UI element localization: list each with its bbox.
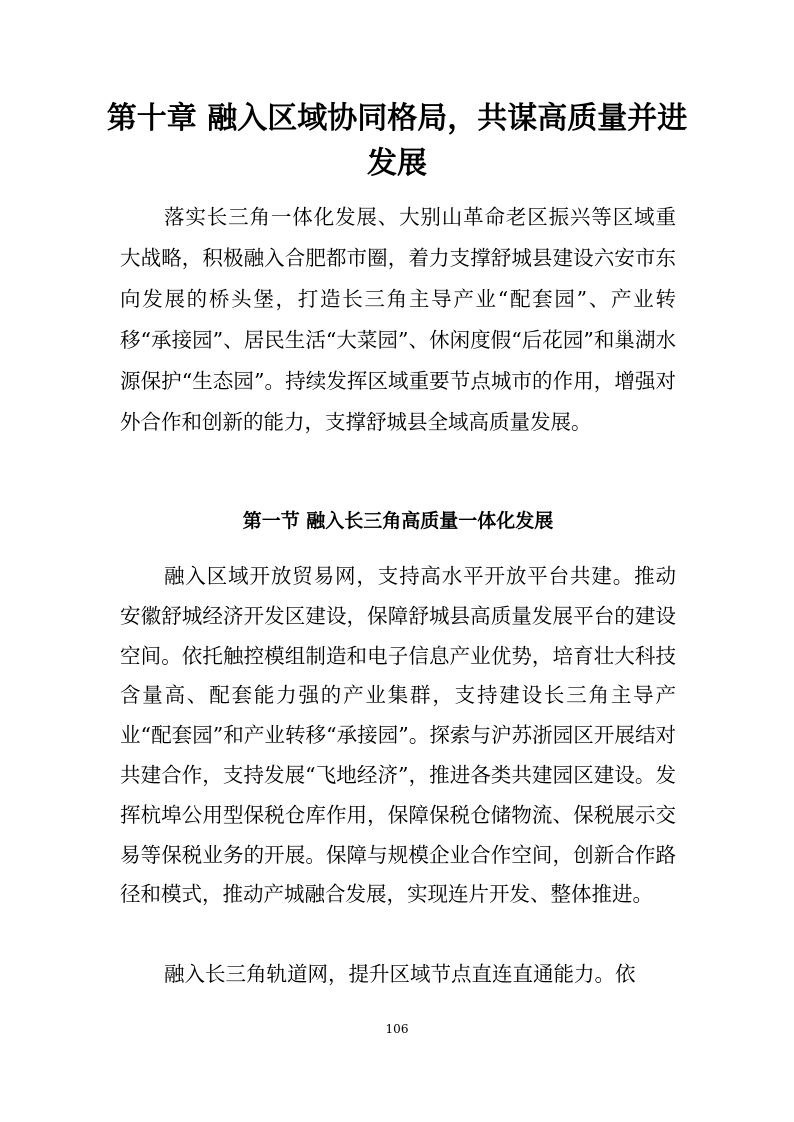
chapter-intro-paragraph: 落实长三角一体化发展、大别山革命老区振兴等区域重大战略，积极融入合肥都市圈，着力支撑舒城县建设六安市东向发展的桥头堡，打造长三角主导产业“配套园”、产业转移“承接园”、居民生活“大菜园”、休闲度假“后花园”和巢湖水源保护“生态园”。持续发挥区域重要节点城市的作用，增强对外合作和创新的能力，支撑舒城县全域高质量发展。 bbox=[120, 205, 676, 434]
page-number: 106 bbox=[385, 1022, 409, 1036]
chapter-title: 第十章 融入区域协同格局，共谋高质量并进发展 bbox=[106, 101, 688, 181]
section-paragraph: 融入区域开放贸易网，支持高水平开放平台共建。推动安徽舒城经济开发区建设，保障舒城县高质量发展平台的建设空间。依托触控模组制造和电子信息产业优势，培育壮大科技含量高、配套能力强的产业集群，支持建设长三角主导产业“配套园”和产业转移“承接园”。探索与沪苏浙园区开展结对共建合作，支持发展“飞地经济”，推进各类共建园区建设。发挥杭埠公用型保税仓库作用，保障保税仓储物流、保税展示交易等保税业务的开展。保障与规模企业合作空间，创新合作路径和模式，推动产城融合发展，实现连片开发、整体推进。 bbox=[120, 564, 676, 907]
section-title: 第一节 融入长三角高质量一体化发展 bbox=[242, 510, 554, 532]
section-paragraph: 融入长三角轨道网，提升区域节点直连直通能力。依 bbox=[164, 962, 636, 986]
